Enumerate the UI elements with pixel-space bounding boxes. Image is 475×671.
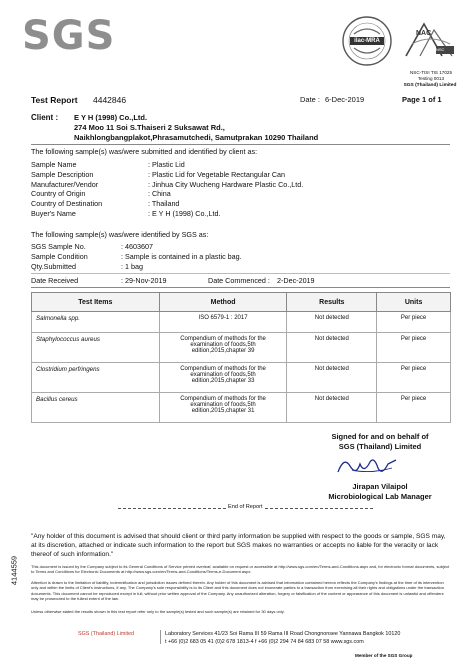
accreditation-line-3: SGS (Thailand) Limited bbox=[403, 83, 457, 88]
accreditation-block bbox=[340, 14, 460, 94]
test-result: Not detected bbox=[287, 393, 377, 423]
info-row bbox=[31, 170, 451, 180]
info-label: SGS Sample No. bbox=[31, 242, 86, 251]
report-label: Test Report bbox=[31, 95, 78, 105]
test-unit: Per piece bbox=[377, 333, 451, 363]
info-value: : China bbox=[148, 189, 171, 199]
info-label: Buyer's Name bbox=[31, 208, 76, 218]
ilac-label: ilac-MRA bbox=[354, 38, 380, 44]
test-result: Not detected bbox=[287, 333, 377, 363]
info-value: : 1 bag bbox=[121, 261, 143, 271]
info-row bbox=[31, 180, 451, 190]
info-label: Country of Destination bbox=[31, 199, 103, 209]
test-unit: Per piece bbox=[377, 393, 451, 423]
footer-phone: t +66 (0)2 683 05 41 (0)2 678 1813-4 f +66 (0)2 294 74 84 683 07 58 www.sgs.com bbox=[165, 639, 364, 645]
accreditation-line-2: Testing 0013 bbox=[417, 76, 445, 81]
sgs-logo: SGS bbox=[22, 13, 116, 59]
end-report-left-dashes bbox=[118, 508, 226, 509]
nac-sub-label: NSC bbox=[436, 47, 445, 52]
info-value: : E Y H (1998) Co.,Ltd. bbox=[148, 208, 221, 218]
test-item: Bacillus cereus bbox=[32, 393, 160, 423]
info-label: Country of Origin bbox=[31, 189, 86, 199]
info-value: : Jinhua City Wucheng Hardware Plastic Co.,Ltd. bbox=[148, 179, 304, 189]
sgs-ident-info bbox=[31, 242, 451, 271]
test-unit: Per piece bbox=[377, 312, 451, 333]
test-method: Compendium of methods for the examination of foods,5th edition,2015,chapter 31 bbox=[159, 393, 287, 423]
date-commenced-value: 2-Dec-2019 bbox=[277, 276, 315, 285]
info-label: Sample Condition bbox=[31, 251, 88, 261]
submitted-info bbox=[31, 160, 451, 219]
footer-company: SGS (Thailand) Limited bbox=[78, 631, 135, 637]
test-unit: Per piece bbox=[377, 363, 451, 393]
info-label: Sample Name bbox=[31, 160, 77, 169]
test-result: Not detected bbox=[287, 312, 377, 333]
test-item: Staphylococcus aureus bbox=[32, 333, 160, 363]
fine-print-liability: Attention is drawn to the limitation of liability, indemnification and jurisdiction issues defined therein. Any holder of this document is advised that information contained hereon reflects the Company's findings at the time of its intervention only and within the limits of Client's instructions, if any. The Company's sole responsibility is to its Client and this document does not exonerate parties to a transaction from exercising all their rights and obligations under the transaction documents. This document cannot be reproduced except in full, without prior written approval of the Company. Any unauthorized alteration, forgery or falsification of the content or appearance of this document is unlawful and offenders may be prosecuted to the fullest extent of the law. bbox=[31, 580, 444, 602]
header-test-items: Test Items bbox=[32, 293, 160, 312]
test-method: ISO 6579-1 : 2017 bbox=[159, 312, 287, 333]
info-row bbox=[31, 160, 451, 170]
test-method: Compendium of methods for the examination of foods,5th edition,2015,chapter 39 bbox=[159, 333, 287, 363]
footer-divider bbox=[160, 630, 161, 644]
info-row bbox=[31, 242, 451, 252]
test-method: Compendium of methods for the examination of foods,5th edition,2015,chapter 33 bbox=[159, 363, 287, 393]
sgs-ident-intro: The following sample(s) was/were identified by SGS as: bbox=[31, 230, 209, 239]
info-value: : Plastic Lid for Vegetable Rectangular Can bbox=[148, 169, 286, 179]
date-received-value: : 29-Nov-2019 bbox=[121, 276, 167, 285]
date-value: 6-Dec-2019 bbox=[325, 95, 365, 104]
table-row bbox=[32, 363, 451, 393]
fine-print-conditions: This document is issued by the Company subject to its General Conditions of Service printed overleaf, available on request or accessible at http://www.sgs.com/en/Terms-and-Conditions.aspx and, for electronic format documents, subject to Terms and Conditions for Electronic Documents at http://www.sgs.com/en/Terms-and-Conditions/Terms-e-Document.aspx. bbox=[31, 564, 450, 575]
table-row bbox=[32, 312, 451, 333]
footer-member: Member of the SGS Group bbox=[355, 653, 413, 658]
table-row bbox=[32, 333, 451, 363]
signed-behalf-line-1: Signed for and on behalf of bbox=[331, 432, 429, 441]
info-label: Qty.Submitted bbox=[31, 261, 77, 271]
client-address-1: 274 Moo 11 Soi S.Thaiseri 2 Suksawat Rd., bbox=[74, 123, 225, 132]
table-header-row bbox=[32, 293, 451, 312]
signatory-name: Jirapan Vilaipol bbox=[352, 482, 408, 491]
info-label: Sample Description bbox=[31, 169, 94, 179]
footer-address: Laboratory Services 41/23 Soi Rama III 59 Rama III Road Chongnonsee Yannawa Bangkok 10120 bbox=[165, 631, 401, 637]
end-report-right-dashes bbox=[265, 508, 373, 509]
signed-behalf-line-2: SGS (Thailand) Limited bbox=[338, 442, 422, 451]
info-row bbox=[31, 189, 451, 199]
signatory-title: Microbiological Lab Manager bbox=[328, 492, 432, 501]
info-row bbox=[31, 252, 451, 262]
test-item: Salmonella spp. bbox=[32, 312, 160, 333]
handwritten-signature-icon bbox=[330, 452, 410, 480]
nac-logo-icon bbox=[402, 20, 458, 62]
client-address-2: Naikhlongbangplakot,Phrasamutchedi, Samutprakan 10290 Thailand bbox=[74, 133, 319, 142]
info-value: : 4603607 bbox=[121, 242, 153, 251]
date-commenced-label: Date Commenced : bbox=[208, 276, 270, 285]
accreditation-line-1: NSC-TISI TIS 17025 bbox=[409, 70, 453, 75]
date-received-label: Date Received bbox=[31, 276, 79, 285]
results-table bbox=[31, 292, 451, 423]
info-row bbox=[31, 209, 451, 219]
client-label: Client : bbox=[31, 113, 59, 122]
header-method: Method bbox=[159, 293, 287, 312]
holder-disclaimer: "Any holder of this document is advised that should client or third party information be supplied with respect to the goods or sample, SGS may, at its discretion, attached or indicate such information to the report but SGS makes no warranties or accepts no liable for the veracity or lack thereof of such information." bbox=[31, 533, 446, 558]
side-document-number: 4144559 bbox=[9, 555, 19, 586]
info-value: : Sample is contained in a plastic bag. bbox=[121, 251, 242, 261]
test-result: Not detected bbox=[287, 363, 377, 393]
test-item: Clostridium perfringens bbox=[32, 363, 160, 393]
info-label: Manufacturer/Vendor bbox=[31, 179, 99, 189]
client-name: E Y H (1998) Co.,Ltd. bbox=[74, 113, 148, 122]
page-number: Page 1 of 1 bbox=[402, 95, 442, 104]
report-number: 4442846 bbox=[93, 95, 127, 105]
nac-label: NAC bbox=[416, 30, 432, 37]
fine-print-results: Unless otherwise stated the results shown in this test report refer only to the sample(s) tested and such sample(s) are retained for 30 days only. bbox=[31, 609, 285, 614]
info-row bbox=[31, 199, 451, 209]
info-row bbox=[31, 262, 451, 272]
header-results: Results bbox=[287, 293, 377, 312]
submitted-intro: The following sample(s) was/were submitted and identified by client as: bbox=[31, 147, 258, 156]
table-row bbox=[32, 393, 451, 423]
date-label: Date : bbox=[300, 95, 321, 104]
info-value: : Thailand bbox=[148, 199, 180, 209]
header-units: Units bbox=[377, 293, 451, 312]
end-of-report: End of Report bbox=[228, 504, 263, 510]
info-value: : Plastic Lid bbox=[148, 160, 185, 169]
